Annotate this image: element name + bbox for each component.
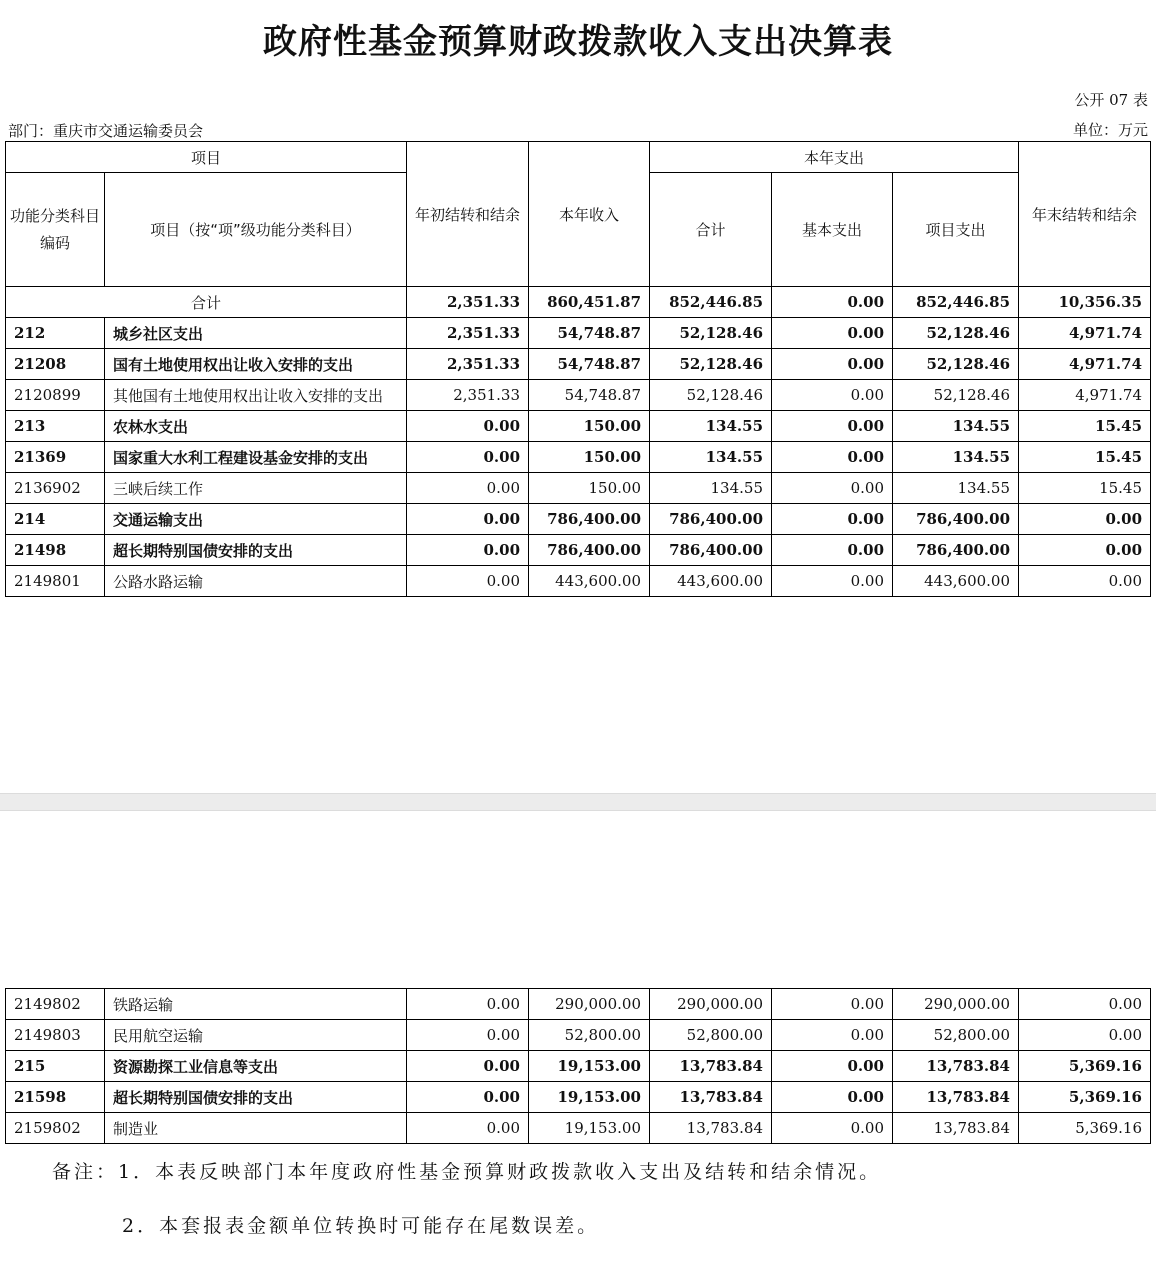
cell-code: 212 (6, 318, 105, 349)
cell-project: 134.55 (893, 442, 1019, 473)
cell-total: 134.55 (650, 473, 772, 504)
cell-project: 52,800.00 (893, 1020, 1019, 1051)
cell-beginning: 0.00 (407, 411, 529, 442)
cell-project: 13,783.84 (893, 1051, 1019, 1082)
cell-total: 52,128.46 (650, 318, 772, 349)
header-project-name: 项目（按“项”级功能分类科目） (105, 173, 407, 287)
cell-project: 134.55 (893, 411, 1019, 442)
cell-name: 民用航空运输 (105, 1020, 407, 1051)
cell-basic: 0.00 (772, 1020, 893, 1051)
cell-ending: 5,369.16 (1019, 1051, 1151, 1082)
cell-basic: 0.00 (772, 349, 893, 380)
cell-name: 三峡后续工作 (105, 473, 407, 504)
cell-income: 290,000.00 (529, 989, 650, 1020)
cell-ending: 4,971.74 (1019, 318, 1151, 349)
cell-code: 21498 (6, 535, 105, 566)
cell-code: 2136902 (6, 473, 105, 504)
cell-project: 13,783.84 (893, 1082, 1019, 1113)
budget-table-page1 (5, 141, 1151, 597)
report-title: 政府性基金预算财政拨款收入支出决算表 (263, 22, 893, 62)
cell-project: 290,000.00 (893, 989, 1019, 1020)
cell-ending: 5,369.16 (1019, 1113, 1151, 1144)
cell-project: 443,600.00 (893, 566, 1019, 597)
cell-beginning: 2,351.33 (407, 349, 529, 380)
cell-total: 134.55 (650, 442, 772, 473)
summary-ending: 10,356.35 (1019, 287, 1151, 318)
table-row (6, 1082, 1151, 1113)
cell-ending: 4,971.74 (1019, 349, 1151, 380)
cell-total: 52,128.46 (650, 349, 772, 380)
cell-income: 150.00 (529, 411, 650, 442)
cell-income: 54,748.87 (529, 318, 650, 349)
cell-beginning: 0.00 (407, 1051, 529, 1082)
cell-project: 786,400.00 (893, 535, 1019, 566)
table-row (6, 473, 1151, 504)
header-project: 项目 (6, 142, 407, 173)
cell-basic: 0.00 (772, 318, 893, 349)
cell-basic: 0.00 (772, 442, 893, 473)
cell-income: 786,400.00 (529, 535, 650, 566)
cell-beginning: 0.00 (407, 989, 529, 1020)
cell-beginning: 0.00 (407, 473, 529, 504)
table-row (6, 535, 1151, 566)
cell-total: 786,400.00 (650, 535, 772, 566)
header-total: 合计 (650, 173, 772, 287)
header-income: 本年收入 (529, 142, 650, 287)
cell-name: 城乡社区支出 (105, 318, 407, 349)
cell-basic: 0.00 (772, 380, 893, 411)
cell-beginning: 0.00 (407, 1113, 529, 1144)
cell-name: 国家重大水利工程建设基金安排的支出 (105, 442, 407, 473)
header-basic: 基本支出 (772, 173, 893, 287)
cell-ending: 5,369.16 (1019, 1082, 1151, 1113)
department-label: 部门：重庆市交通运输委员会 (8, 122, 204, 140)
cell-total: 52,128.46 (650, 380, 772, 411)
cell-basic: 0.00 (772, 411, 893, 442)
cell-code: 2120899 (6, 380, 105, 411)
cell-income: 19,153.00 (529, 1082, 650, 1113)
header-project-exp: 项目支出 (893, 173, 1019, 287)
header-beginning-balance: 年初结转和结余 (407, 142, 529, 287)
cell-beginning: 0.00 (407, 442, 529, 473)
cell-project: 52,128.46 (893, 318, 1019, 349)
cell-basic: 0.00 (772, 989, 893, 1020)
cell-total: 52,800.00 (650, 1020, 772, 1051)
cell-income: 150.00 (529, 442, 650, 473)
cell-code: 21598 (6, 1082, 105, 1113)
cell-beginning: 0.00 (407, 566, 529, 597)
cell-ending: 0.00 (1019, 504, 1151, 535)
summary-row (6, 287, 1151, 318)
header-expenditure: 本年支出 (650, 142, 1019, 173)
cell-code: 214 (6, 504, 105, 535)
table-body-page1 (6, 318, 1151, 597)
cell-project: 13,783.84 (893, 1113, 1019, 1144)
cell-beginning: 0.00 (407, 1082, 529, 1113)
cell-code: 21208 (6, 349, 105, 380)
summary-income: 860,451.87 (529, 287, 650, 318)
summary-total: 852,446.85 (650, 287, 772, 318)
summary-project: 852,446.85 (893, 287, 1019, 318)
summary-label: 合计 (6, 287, 407, 318)
cell-total: 290,000.00 (650, 989, 772, 1020)
cell-name: 超长期特别国债安排的支出 (105, 535, 407, 566)
cell-beginning: 2,351.33 (407, 318, 529, 349)
table-row (6, 411, 1151, 442)
cell-name: 超长期特别国债安排的支出 (105, 1082, 407, 1113)
cell-beginning: 0.00 (407, 1020, 529, 1051)
page-break (0, 793, 1156, 811)
cell-project: 52,128.46 (893, 380, 1019, 411)
cell-code: 2149801 (6, 566, 105, 597)
cell-ending: 15.45 (1019, 473, 1151, 504)
header-func-code-text: 功能分类科目编码 (10, 206, 101, 252)
cell-ending: 0.00 (1019, 989, 1151, 1020)
cell-income: 19,153.00 (529, 1113, 650, 1144)
note-2: 2．本套报表金额单位转换时可能存在尾数误差。 (122, 1215, 600, 1237)
cell-basic: 0.00 (772, 473, 893, 504)
cell-project: 786,400.00 (893, 504, 1019, 535)
cell-beginning: 2,351.33 (407, 380, 529, 411)
note-1: 备注：1．本表反映部门本年度政府性基金预算财政拨款收入支出及结转和结余情况。 (52, 1161, 882, 1183)
cell-total: 786,400.00 (650, 504, 772, 535)
cell-income: 150.00 (529, 473, 650, 504)
summary-beginning: 2,351.33 (407, 287, 529, 318)
cell-income: 52,800.00 (529, 1020, 650, 1051)
table-row (6, 989, 1151, 1020)
cell-basic: 0.00 (772, 504, 893, 535)
cell-code: 21369 (6, 442, 105, 473)
cell-project: 52,128.46 (893, 349, 1019, 380)
cell-name: 交通运输支出 (105, 504, 407, 535)
cell-code: 215 (6, 1051, 105, 1082)
cell-basic: 0.00 (772, 1082, 893, 1113)
cell-ending: 15.45 (1019, 411, 1151, 442)
cell-ending: 0.00 (1019, 1020, 1151, 1051)
summary-basic: 0.00 (772, 287, 893, 318)
cell-total: 13,783.84 (650, 1051, 772, 1082)
table-body-page2 (6, 989, 1151, 1144)
header-func-code (6, 173, 105, 287)
cell-basic: 0.00 (772, 566, 893, 597)
cell-total: 443,600.00 (650, 566, 772, 597)
cell-project: 134.55 (893, 473, 1019, 504)
cell-code: 2149802 (6, 989, 105, 1020)
cell-code: 213 (6, 411, 105, 442)
cell-name: 资源勘探工业信息等支出 (105, 1051, 407, 1082)
cell-name: 国有土地使用权出让收入安排的支出 (105, 349, 407, 380)
cell-ending: 0.00 (1019, 535, 1151, 566)
cell-name: 农林水支出 (105, 411, 407, 442)
cell-code: 2159802 (6, 1113, 105, 1144)
cell-beginning: 0.00 (407, 504, 529, 535)
table-row (6, 504, 1151, 535)
cell-total: 13,783.84 (650, 1082, 772, 1113)
cell-name: 铁路运输 (105, 989, 407, 1020)
table-row (6, 1051, 1151, 1082)
budget-table-page2 (5, 988, 1151, 1144)
cell-beginning: 0.00 (407, 535, 529, 566)
cell-income: 786,400.00 (529, 504, 650, 535)
table-row (6, 380, 1151, 411)
table-row (6, 442, 1151, 473)
cell-ending: 15.45 (1019, 442, 1151, 473)
cell-name: 其他国有土地使用权出让收入安排的支出 (105, 380, 407, 411)
cell-name: 制造业 (105, 1113, 407, 1144)
table-row (6, 318, 1151, 349)
cell-income: 54,748.87 (529, 380, 650, 411)
table-row (6, 1020, 1151, 1051)
table-row (6, 1113, 1151, 1144)
cell-name: 公路水路运输 (105, 566, 407, 597)
cell-income: 54,748.87 (529, 349, 650, 380)
header-ending-balance: 年末结转和结余 (1019, 142, 1151, 287)
unit-label: 单位：万元 (1072, 121, 1148, 139)
table-row (6, 349, 1151, 380)
cell-income: 19,153.00 (529, 1051, 650, 1082)
cell-ending: 0.00 (1019, 566, 1151, 597)
cell-basic: 0.00 (772, 1051, 893, 1082)
cell-total: 13,783.84 (650, 1113, 772, 1144)
table-row (6, 566, 1151, 597)
table-code: 公开 07 表 (1074, 91, 1148, 109)
cell-code: 2149803 (6, 1020, 105, 1051)
cell-total: 134.55 (650, 411, 772, 442)
cell-income: 443,600.00 (529, 566, 650, 597)
cell-basic: 0.00 (772, 1113, 893, 1144)
cell-ending: 4,971.74 (1019, 380, 1151, 411)
cell-basic: 0.00 (772, 535, 893, 566)
